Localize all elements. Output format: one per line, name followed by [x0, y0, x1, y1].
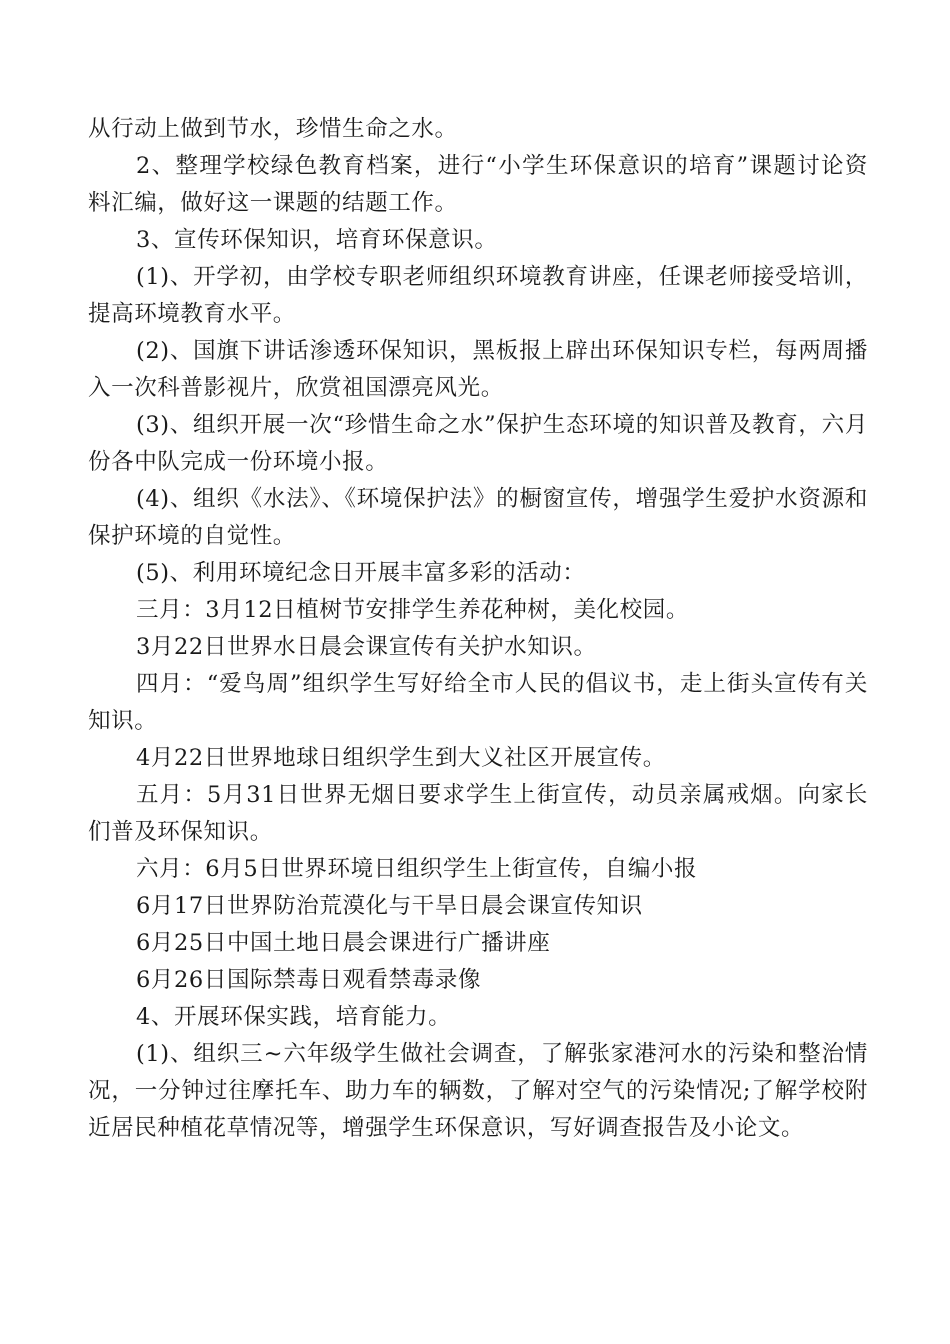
paragraph: (1)、组织三~六年级学生做社会调查，了解张家港河水的污染和整治情况，一分钟过往摩托车、助力车的辆数，了解对空气的污染情况;了解学校附近居民种植花草情况等，增强学生环保意识，写好调查报告及小论文。 — [88, 1041, 868, 1141]
paragraph: 六月：6月5日世界环境日组织学生上街宣传，自编小报 — [136, 856, 698, 882]
paragraph: 四月：“爱鸟周”组织学生写好给全市人民的倡议书，走上街头宣传有关知识。 — [88, 671, 868, 734]
paragraph: 3、宣传环保知识，培育环保意识。 — [136, 227, 498, 253]
paragraph: 2、整理学校绿色教育档案，进行“小学生环保意识的培育”课题讨论资料汇编，做好这一课题的结题工作。 — [88, 153, 868, 216]
paragraph: 4、开展环保实践，培育能力。 — [136, 1004, 452, 1030]
document-body — [88, 111, 868, 1147]
paragraph: 3月22日世界水日晨会课宣传有关护水知识。 — [136, 634, 597, 660]
paragraph: 4月22日世界地球日组织学生到大义社区开展宣传。 — [136, 745, 666, 771]
paragraph: (3)、组织开展一次“珍惜生命之水”保护生态环境的知识普及教育，六月份各中队完成一份环境小报。 — [88, 412, 868, 475]
paragraph: (4)、组织《水法》、《环境保护法》的橱窗宣传，增强学生爱护水资源和保护环境的自觉性。 — [88, 486, 868, 549]
paragraph: (2)、国旗下讲话渗透环保知识，黑板报上辟出环保知识专栏，每两周播入一次科普影视片，欣赏祖国漂亮风光。 — [88, 338, 868, 401]
paragraph: 6月17日世界防治荒漠化与干旱日晨会课宣传知识 — [136, 893, 643, 919]
paragraph: 6月26日国际禁毒日观看禁毒录像 — [136, 967, 482, 993]
paragraph: 6月25日中国土地日晨会课进行广播讲座 — [136, 930, 551, 956]
paragraph: (1)、开学初，由学校专职老师组织环境教育讲座，任课老师接受培训，提高环境教育水平。 — [88, 264, 868, 327]
paragraph: (5)、利用环境纪念日开展丰富多彩的活动： — [136, 560, 586, 586]
paragraph: 五月：5月31日世界无烟日要求学生上街宣传，动员亲属戒烟。向家长们普及环保知识。 — [88, 782, 868, 845]
paragraph: 三月：3月12日植树节安排学生养花种树，美化校园。 — [136, 597, 689, 623]
paragraph: 从行动上做到节水，珍惜生命之水。 — [88, 116, 458, 142]
